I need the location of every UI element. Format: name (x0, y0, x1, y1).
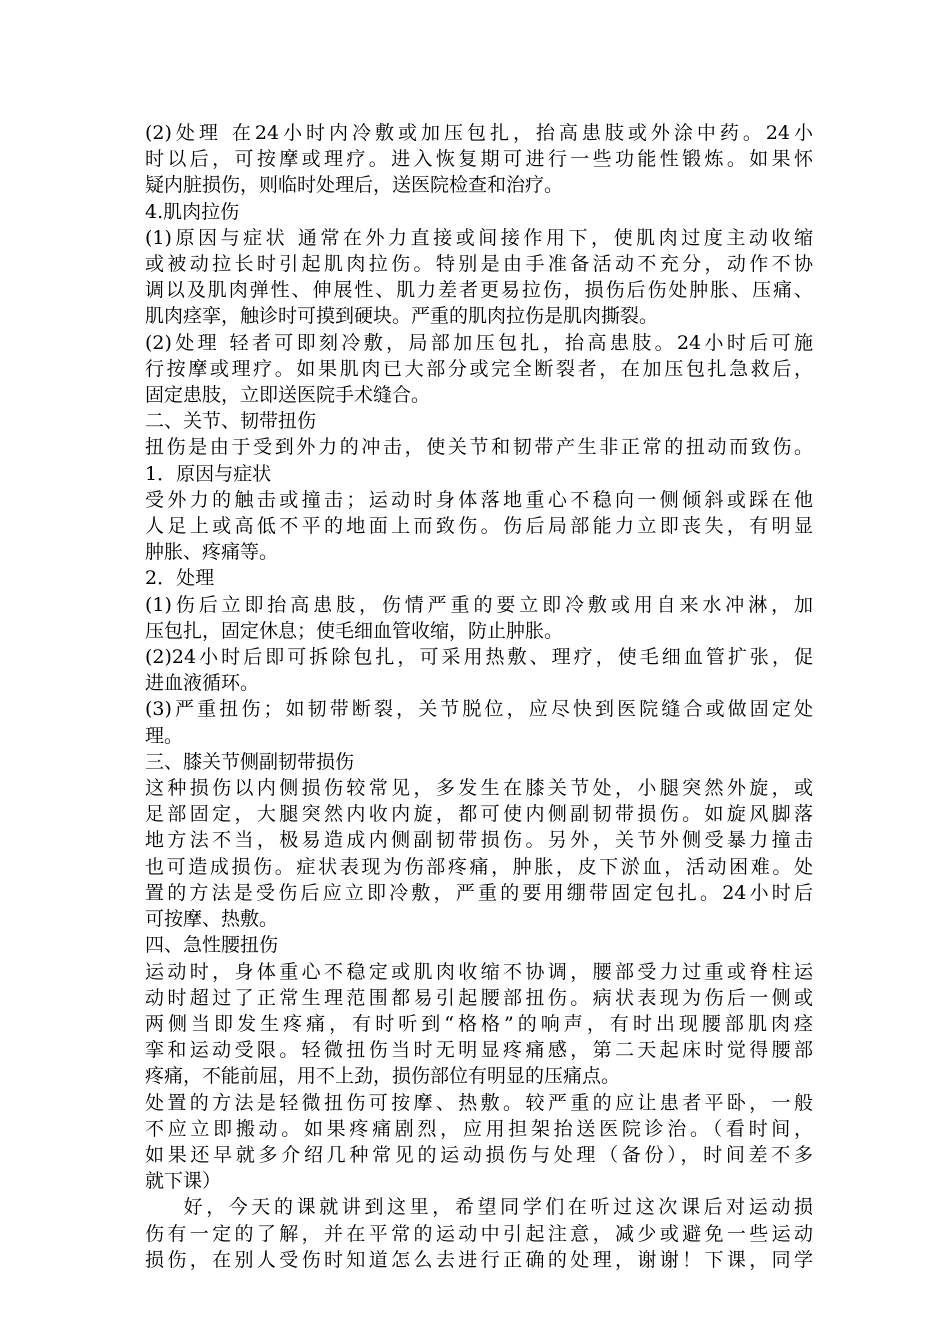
text-line: 疼痛，不能前屈，用不上劲，损伤部位有明显的压痛点。 (145, 1065, 621, 1088)
text-line: 受外力的触击或撞击；运动时身体落地重心不稳向一侧倾斜或踩在他 (145, 488, 813, 511)
text-line: 运动时，身体重心不稳定或肌肉收缩不协调，腰部受力过重或脊柱运 (145, 960, 813, 983)
text-line: 疑内脏损伤，则临时处理后，送医院检查和治疗。 (145, 174, 564, 197)
text-line: 2．处理 (145, 567, 215, 590)
text-line: (2)24小时后即可拆除包扎，可采用热敷、理疗，使毛细血管扩张，促 (145, 646, 813, 669)
text-line: 置的方法是受伤后应立即冷敷，严重的要用绷带固定包扎。24小时后 (145, 881, 813, 904)
text-line: 进血液循环。 (145, 672, 260, 695)
text-line: 肌肉痉挛，触诊时可摸到硬块。严重的肌肉拉伤是肌肉撕裂。 (145, 305, 659, 328)
text-line: 时以后，可按摩或理疗。进入恢复期可进行一些功能性锻炼。如果怀 (145, 148, 813, 171)
text-line: 肿胀、疼痛等。 (145, 541, 279, 564)
text-line: 损伤，在别人受伤时知道怎么去进行正确的处理，谢谢！下课，同学 (145, 1248, 813, 1271)
text-line: 就下课） (145, 1170, 222, 1193)
text-line: 足部固定，大腿突然内收内旋，都可使内侧副韧带损伤。如旋风脚落 (145, 803, 813, 826)
text-line: 这种损伤以内侧损伤较常见，多发生在膝关节处，小腿突然外旋，或 (145, 777, 813, 800)
text-line: 三、膝关节侧副韧带损伤 (145, 750, 355, 773)
text-line: 理。 (145, 724, 184, 747)
text-line: 如果还早就多介绍几种常见的运动损伤与处理（备份），时间差不多 (145, 1143, 813, 1166)
text-line: (2)处理 轻者可即刻冷敷，局部加压包扎，抬高患肢。24小时后可施 (145, 331, 813, 354)
text-line: 二、关节、韧带扭伤 (145, 410, 317, 433)
text-line: 人足上或高低不平的地面上而致伤。伤后局部能力立即丧失，有明显 (145, 515, 813, 538)
text-line: (1)伤后立即抬高患肢，伤情严重的要立即冷敷或用自来水冲淋，加 (145, 593, 813, 616)
text-line: 地方法不当，极易造成内侧副韧带损伤。另外，关节外侧受暴力撞击 (145, 829, 813, 852)
text-line: 4.肌肉拉伤 (145, 200, 240, 223)
text-line: 固定患肢，立即送医院手术缝合。 (145, 384, 431, 407)
text-line: 好，今天的课就讲到这里，希望同学们在听过这次课后对运动损 (145, 1196, 813, 1219)
text-line: 两侧当即发生疼痛，有时听到“格格”的响声，有时出现腰部肌肉痉 (145, 1012, 813, 1035)
text-line: 不应立即搬动。如果疼痛剧烈，应用担架抬送医院诊治。（看时间， (145, 1117, 813, 1140)
text-line: 扭伤是由于受到外力的冲击，使关节和韧带产生非正常的扭动而致伤。 (145, 436, 813, 459)
text-line: 调以及肌肉弹性、伸展性、肌力差者更易拉伤，损伤后伤处肿胀、压痛、 (145, 279, 813, 302)
text-line: 或被动拉长时引起肌肉拉伤。特别是由手准备活动不充分，动作不协 (145, 253, 813, 276)
text-line: 可按摩、热敷。 (145, 908, 279, 931)
text-line: (3)严重扭伤；如韧带断裂，关节脱位，应尽快到医院缝合或做固定处 (145, 698, 813, 721)
text-line: 处置的方法是轻微扭伤可按摩、热敷。较严重的应让患者平卧，一般 (145, 1091, 813, 1114)
text-line: 压包扎，固定休息；使毛细血管收缩，防止肿胀。 (145, 619, 564, 642)
text-line: (1)原因与症状 通常在外力直接或间接作用下，使肌肉过度主动收缩 (145, 226, 813, 249)
text-line: (2)处理 在24小时内冷敷或加压包扎，抬高患肢或外涂中药。24小 (145, 122, 813, 144)
text-line: 四、急性腰扭伤 (145, 934, 279, 957)
text-line: 行按摩或理疗。如果肌肉已大部分或完全断裂者，在加压包扎急救后， (145, 357, 813, 380)
text-line: 动时超过了正常生理范围都易引起腰部扭伤。病状表现为伤后一侧或 (145, 986, 813, 1009)
document-body (145, 120, 813, 1273)
text-line: 挛和运动受限。轻微扭伤当时无明显疼痛感，第二天起床时觉得腰部 (145, 1039, 813, 1062)
text-line: 也可造成损伤。症状表现为伤部疼痛，肿胀，皮下淤血，活动困难。处 (145, 855, 813, 878)
text-line: 伤有一定的了解，并在平常的运动中引起注意，减少或避免一些运动 (145, 1222, 813, 1245)
text-line: 1．原因与症状 (145, 462, 272, 485)
